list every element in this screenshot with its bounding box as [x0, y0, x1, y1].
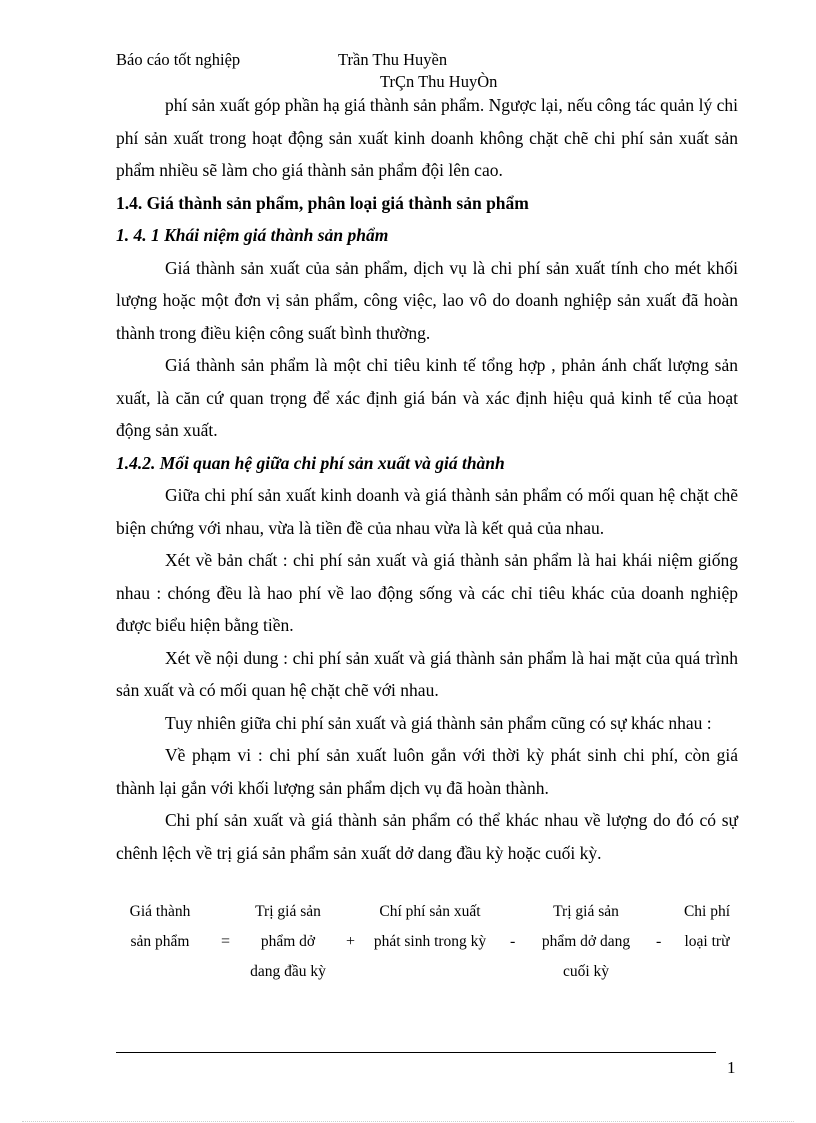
formula-minus-sign-2: -	[656, 933, 662, 950]
formula-minus-sign-1: -	[510, 933, 516, 950]
paragraph-content: Xét về nội dung : chi phí sản xuất và giá thành sản phẩm là hai mặt của quá trình sản xuất và có mối quan hệ chặt chẽ với nhau.	[116, 647, 738, 700]
paragraph-quantity: Chi phí sản xuất và giá thành sản phẩm có thể khác nhau về lượng do đó có sự chênh lệch về trị giá sản phẩm sản xuất dở dang đầu kỳ hoặc cuối kỳ.	[116, 810, 738, 863]
heading-section-1-4: 1.4. Giá thành sản phẩm, phân loại giá thành sản phẩm	[116, 192, 529, 213]
formula-equals-sign: =	[221, 933, 231, 950]
formula-term-period-costs: Chí phí sản xuất phát sinh trong kỳ	[373, 903, 487, 950]
paragraph-nature: Xét về bản chất : chi phí sản xuất và giá thành sản phẩm là hai khái niệm giống nhau : chóng đều là hao phí về lao động sống và các chỉ tiêu khác của doanh nghiệp được biểu hiện bằng tiền.	[116, 550, 738, 635]
header-author-name-garbled: TrÇn Thu HuyÒn	[380, 72, 498, 91]
header-author-name: Trần Thu Huyền	[338, 50, 448, 69]
cost-formula	[116, 897, 746, 987]
body-content	[116, 89, 738, 869]
formula-term-product-cost: Giá thành sản phẩm	[129, 903, 191, 950]
formula-term-closing-wip: Trị giá sản phẩm dở dang cuối kỳ	[541, 903, 631, 980]
page-bottom-border	[22, 1121, 794, 1122]
header-report-label: Báo cáo tốt nghiệp	[116, 50, 241, 69]
footer-rule	[116, 1052, 716, 1053]
heading-section-1-4-1: 1. 4. 1 Khái niệm giá thành sản phẩm	[116, 225, 389, 245]
page-number: 1	[727, 1058, 736, 1077]
paragraph-difference: Tuy nhiên giữa chi phí sản xuất và giá thành sản phẩm cũng có sự khác nhau :	[165, 712, 712, 733]
formula-term-opening-wip: Trị giá sản phẩm dở dang đầu kỳ	[250, 903, 326, 980]
paragraph-continuation: phí sản xuất góp phần hạ giá thành sản phẩm. Ngược lại, nếu công tác quản lý chi phí sản xuất trong hoạt động sản xuất kinh doanh không chặt chẽ chi phí sản xuất sản phẩm nhiều sẽ làm cho giá thành sản phẩm đội lên cao.	[116, 95, 738, 180]
formula-plus-sign: +	[346, 933, 356, 950]
formula-term-excluded-costs: Chi phí loại trừ	[683, 903, 731, 950]
paragraph-definition: Giá thành sản xuất của sản phẩm, dịch vụ là chi phí sản xuất tính cho mét khối lượng hoặc một đơn vị sản phẩm, công việc, lao vô do doanh nghiệp sản xuất đã hoàn thành trong điều kiện công suất bình thường.	[116, 257, 738, 343]
paragraph-indicator: Giá thành sản phẩm là một chỉ tiêu kinh tế tổng hợp , phản ánh chất lượng sản xuất, là căn cứ quan trọng để xác định giá bán và xác định hiệu quả kinh tế của hoạt động sản xuất.	[116, 355, 738, 440]
heading-section-1-4-2: 1.4.2. Mối quan hệ giữa chi phí sản xuất và giá thành	[116, 452, 505, 473]
paragraph-scope: Về phạm vi : chi phí sản xuất luôn gắn với thời kỳ phát sinh chi phí, còn giá thành lại gắn với khối lượng sản phẩm dịch vụ đã hoàn thành.	[116, 745, 738, 798]
paragraph-relationship: Giữa chi phí sản xuất kinh doanh và giá thành sản phẩm có mối quan hệ chặt chẽ biện chứng với nhau, vừa là tiền đề của nhau vừa là kết quả của nhau.	[116, 485, 738, 538]
